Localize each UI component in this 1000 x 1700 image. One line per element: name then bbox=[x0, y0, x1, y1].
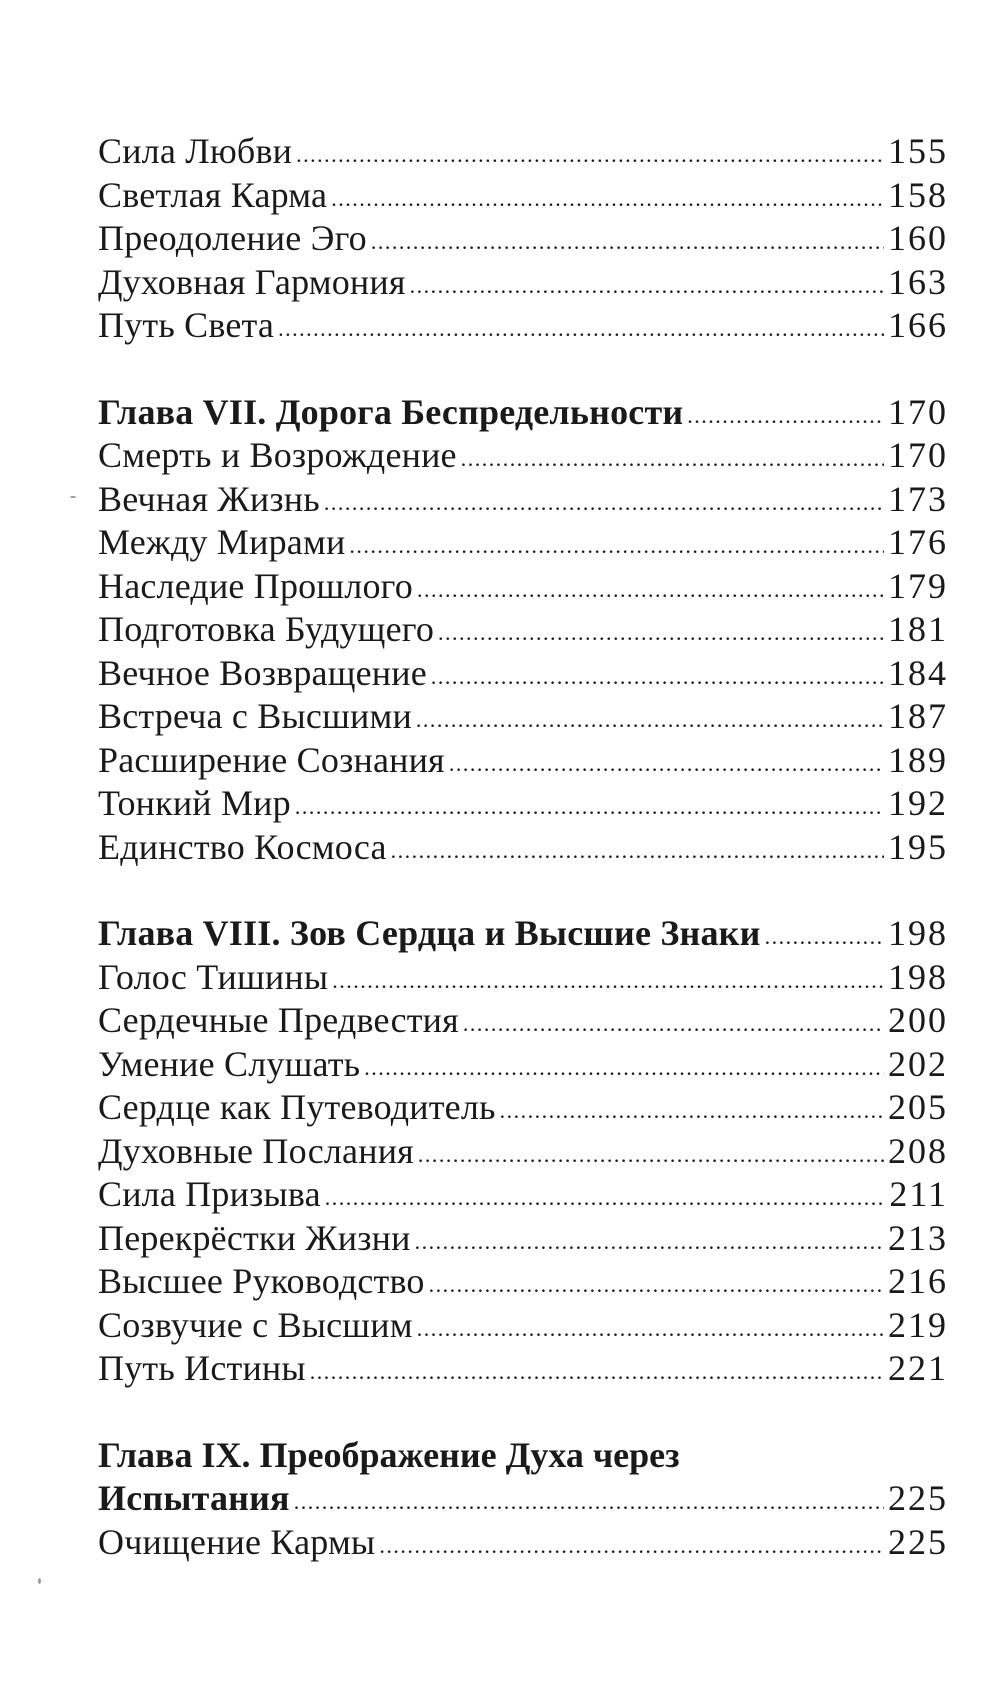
toc-entry-page: 205 bbox=[888, 1087, 948, 1127]
toc-entry-title: Голос Тишины bbox=[98, 956, 329, 997]
dot-leader bbox=[391, 826, 884, 870]
toc-entry-title: Встреча с Высшими bbox=[98, 696, 412, 736]
toc-entry-page: 219 bbox=[888, 1304, 948, 1345]
toc-section-chapter-8 bbox=[98, 912, 948, 1391]
chapter-page: 198 bbox=[888, 913, 948, 953]
toc-entry[interactable] bbox=[98, 434, 948, 478]
toc-entry[interactable] bbox=[98, 1217, 948, 1261]
toc-entry[interactable] bbox=[98, 261, 948, 305]
toc-entry-page: 187 bbox=[888, 696, 948, 736]
toc-entry[interactable] bbox=[98, 956, 948, 1000]
toc-entry-title: Высшее Руководство bbox=[98, 1261, 425, 1301]
toc-entry-page: 202 bbox=[888, 1043, 948, 1084]
toc-entry[interactable] bbox=[98, 826, 948, 870]
table-of-contents bbox=[98, 130, 948, 1564]
toc-entry-page: 195 bbox=[888, 826, 948, 867]
toc-entry-page: 176 bbox=[888, 522, 948, 562]
dot-leader bbox=[687, 391, 884, 435]
toc-entry-title: Подготовка Будущего bbox=[98, 609, 435, 649]
toc-entry-title: Очищение Кармы bbox=[98, 1521, 376, 1562]
dot-leader bbox=[461, 434, 884, 478]
toc-entry-title: Путь Света bbox=[98, 305, 275, 345]
toc-entry[interactable] bbox=[98, 1521, 948, 1565]
toc-entry-page: 170 bbox=[888, 435, 948, 475]
chapter-heading-entry[interactable] bbox=[98, 912, 948, 956]
toc-section-chapter-9 bbox=[98, 1434, 948, 1565]
toc-entry[interactable] bbox=[98, 478, 948, 522]
toc-entry-title: Духовные Послания bbox=[98, 1130, 414, 1171]
toc-entry[interactable] bbox=[98, 695, 948, 739]
toc-entry-title: Сила Любви bbox=[98, 131, 293, 171]
dot-leader bbox=[765, 912, 884, 956]
chapter-title: Глава VII. Дорога Беспредельности bbox=[98, 391, 684, 432]
toc-entry-page: 189 bbox=[888, 739, 948, 780]
toc-entry-page: 155 bbox=[888, 131, 948, 171]
chapter-title-line-2: Испытания bbox=[98, 1478, 290, 1518]
dot-leader bbox=[500, 1086, 884, 1130]
toc-entry-title: Тонкий Мир bbox=[98, 783, 291, 823]
toc-entry-title: Между Мирами bbox=[98, 522, 346, 562]
toc-entry-title: Смерть и Возрождение bbox=[98, 435, 457, 475]
dot-leader bbox=[371, 217, 884, 261]
toc-entry[interactable] bbox=[98, 1260, 948, 1304]
toc-entry-page: 216 bbox=[888, 1261, 948, 1301]
toc-entry[interactable] bbox=[98, 174, 948, 218]
dot-leader bbox=[431, 652, 884, 696]
dot-leader bbox=[416, 695, 884, 739]
toc-entry-title: Духовная Гармония bbox=[98, 261, 406, 302]
scan-speck bbox=[38, 1578, 41, 1584]
toc-entry[interactable] bbox=[98, 217, 948, 261]
toc-entry[interactable] bbox=[98, 1304, 948, 1348]
toc-entry-page: 211 bbox=[889, 1174, 948, 1214]
toc-section-continued bbox=[98, 130, 948, 348]
dot-leader bbox=[294, 1477, 884, 1521]
dot-leader bbox=[417, 1304, 884, 1348]
toc-entry-page: 225 bbox=[888, 1521, 948, 1562]
toc-entry-title: Перекрёстки Жизни bbox=[98, 1217, 411, 1258]
scan-speck bbox=[70, 496, 76, 498]
toc-entry[interactable] bbox=[98, 304, 948, 348]
toc-entry-title: Умение Слушать bbox=[98, 1043, 361, 1084]
toc-entry-page: 200 bbox=[888, 1000, 948, 1040]
toc-entry-page: 181 bbox=[888, 609, 948, 649]
toc-entry-page: 179 bbox=[888, 565, 948, 606]
toc-entry-title: Вечное Возвращение bbox=[98, 652, 427, 693]
toc-entry[interactable] bbox=[98, 130, 948, 174]
toc-entry-page: 158 bbox=[888, 174, 948, 215]
chapter-heading-entry[interactable] bbox=[98, 1477, 948, 1521]
dot-leader bbox=[438, 608, 884, 652]
toc-entry-page: 213 bbox=[888, 1217, 948, 1258]
chapter-title: Глава VIII. Зов Сердца и Высшие Знаки bbox=[98, 913, 761, 953]
toc-entry[interactable] bbox=[98, 565, 948, 609]
toc-entry[interactable] bbox=[98, 1043, 948, 1087]
toc-entry-title: Сердце как Путеводитель bbox=[98, 1087, 496, 1127]
dot-leader bbox=[325, 1173, 886, 1217]
dot-leader bbox=[418, 1130, 884, 1174]
toc-entry-title: Сила Призыва bbox=[98, 1174, 321, 1214]
toc-entry-title: Единство Космоса bbox=[98, 826, 387, 867]
toc-entry[interactable] bbox=[98, 739, 948, 783]
dot-leader bbox=[449, 739, 884, 783]
toc-entry[interactable] bbox=[98, 999, 948, 1043]
toc-entry-title: Светлая Карма bbox=[98, 174, 328, 215]
chapter-page: 170 bbox=[888, 391, 948, 432]
toc-entry[interactable] bbox=[98, 1173, 948, 1217]
chapter-title-line-1: Глава IX. Преображение Духа через bbox=[98, 1434, 680, 1475]
dot-leader bbox=[310, 1347, 884, 1391]
dot-leader bbox=[324, 478, 884, 522]
dot-leader bbox=[295, 782, 884, 826]
dot-leader bbox=[410, 261, 884, 305]
toc-entry-page: 198 bbox=[888, 956, 948, 997]
toc-entry-title: Наследие Прошлого bbox=[98, 565, 413, 606]
toc-entry-page: 163 bbox=[888, 261, 948, 302]
chapter-page: 225 bbox=[888, 1478, 948, 1518]
toc-entry-page: 208 bbox=[888, 1130, 948, 1171]
toc-section-chapter-7 bbox=[98, 391, 948, 870]
dot-leader bbox=[278, 304, 884, 348]
toc-entry[interactable] bbox=[98, 521, 948, 565]
toc-entry-page: 221 bbox=[888, 1348, 948, 1388]
toc-entry-page: 173 bbox=[888, 478, 948, 519]
toc-entry-title: Сердечные Предвестия bbox=[98, 1000, 459, 1040]
dot-leader bbox=[415, 1217, 884, 1261]
dot-leader bbox=[296, 130, 884, 174]
toc-entry-title: Расширение Сознания bbox=[98, 739, 445, 780]
dot-leader bbox=[349, 521, 884, 565]
toc-entry-page: 166 bbox=[888, 305, 948, 345]
toc-entry[interactable] bbox=[98, 1347, 948, 1391]
chapter-heading-entry[interactable] bbox=[98, 391, 948, 435]
dot-leader bbox=[417, 565, 884, 609]
toc-entry-page: 192 bbox=[888, 783, 948, 823]
toc-entry-page: 160 bbox=[888, 218, 948, 258]
toc-entry-title: Преодоление Эго bbox=[98, 218, 367, 258]
toc-entry-title: Созвучие с Высшим bbox=[98, 1304, 413, 1345]
dot-leader bbox=[331, 174, 884, 218]
toc-entry-title: Вечная Жизнь bbox=[98, 478, 320, 519]
dot-leader bbox=[332, 956, 884, 1000]
dot-leader bbox=[429, 1260, 884, 1304]
dot-leader bbox=[379, 1521, 884, 1565]
dot-leader bbox=[364, 1043, 884, 1087]
toc-entry-page: 184 bbox=[888, 652, 948, 693]
toc-entry[interactable] bbox=[98, 782, 948, 826]
toc-entry[interactable] bbox=[98, 1130, 948, 1174]
toc-entry[interactable] bbox=[98, 1086, 948, 1130]
toc-entry-title: Путь Истины bbox=[98, 1348, 306, 1388]
dot-leader bbox=[463, 999, 884, 1043]
toc-entry[interactable] bbox=[98, 652, 948, 696]
toc-entry[interactable] bbox=[98, 608, 948, 652]
